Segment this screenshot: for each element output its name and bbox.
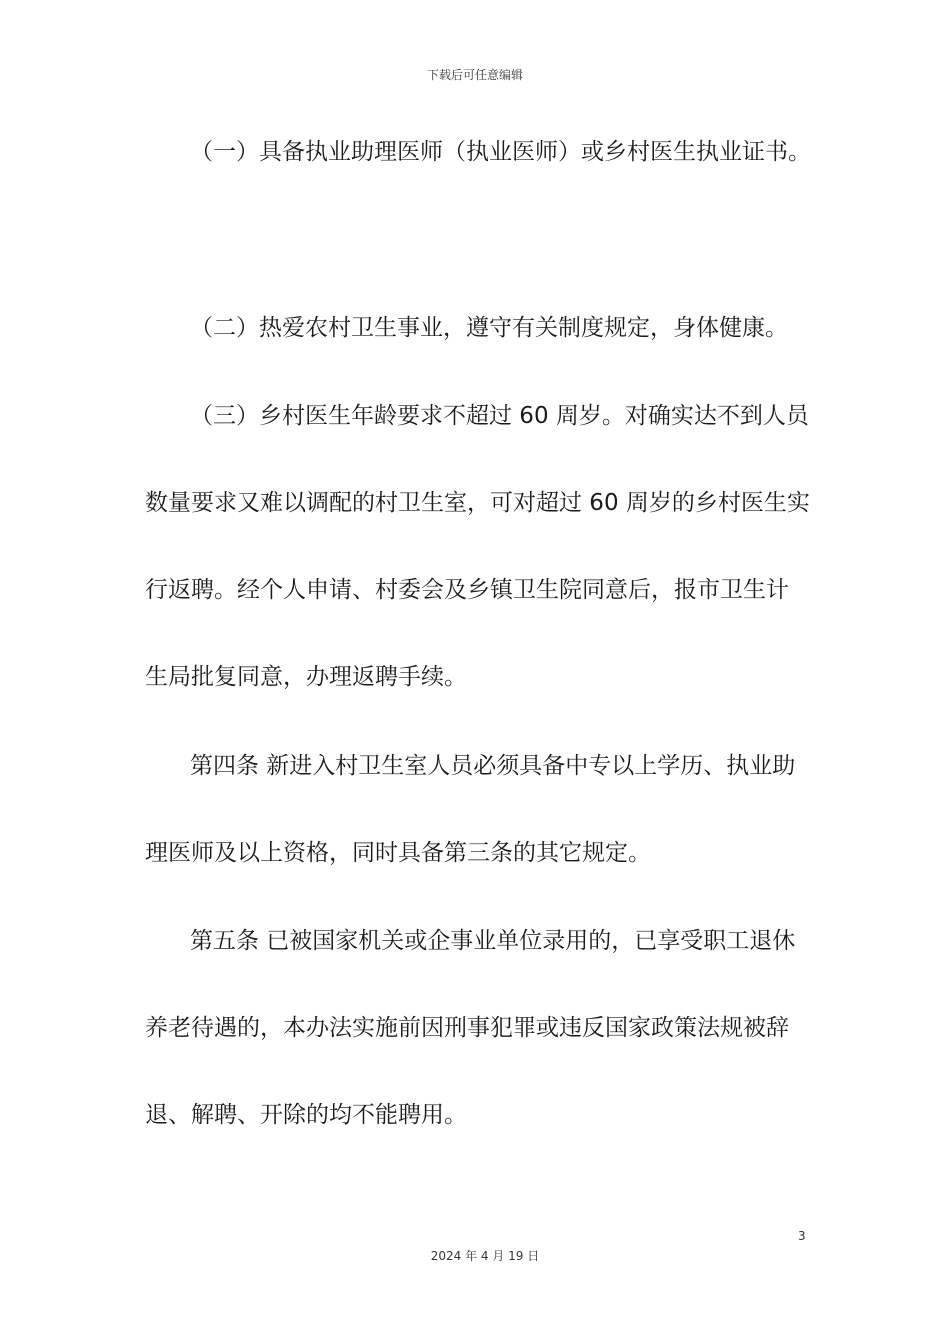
paragraph-line: （三）乡村医生年龄要求不超过 60 周岁。对确实达不到人员 — [190, 403, 809, 429]
paragraph-line: （一）具备执业助理医师（执业医师）或乡村医生执业证书。 — [190, 139, 811, 165]
paragraph-line: 理医师及以上资格，同时具备第三条的其它规定。 — [145, 840, 651, 866]
page-number: 3 — [798, 1229, 806, 1243]
paragraph-line: 行返聘。经个人申请、村委会及乡镇卫生院同意后，报市卫生计 — [145, 577, 789, 603]
footer-date: 2024 年 4 月 19 日 — [430, 1249, 540, 1263]
paragraph-line: 第四条 新进入村卫生室人员必须具备中专以上学历、执业助 — [190, 753, 796, 779]
paragraph-line: 数量要求又难以调配的村卫生室，可对超过 60 周岁的乡村医生实 — [145, 490, 810, 516]
paragraph-line: 生局批复同意，办理返聘手续。 — [145, 664, 467, 690]
paragraph-line: （二）热爱农村卫生事业，遵守有关制度规定，身体健康。 — [190, 315, 788, 341]
paragraph-line: 第五条 已被国家机关或企事业单位录用的，已享受职工退休 — [190, 928, 796, 954]
paragraph-line: 养老待遇的，本办法实施前因刑事犯罪或违反国家政策法规被辞 — [145, 1015, 789, 1041]
page-header-note: 下载后可任意编辑 — [426, 68, 523, 82]
paragraph-line: 退、解聘、开除的均不能聘用。 — [145, 1102, 467, 1128]
